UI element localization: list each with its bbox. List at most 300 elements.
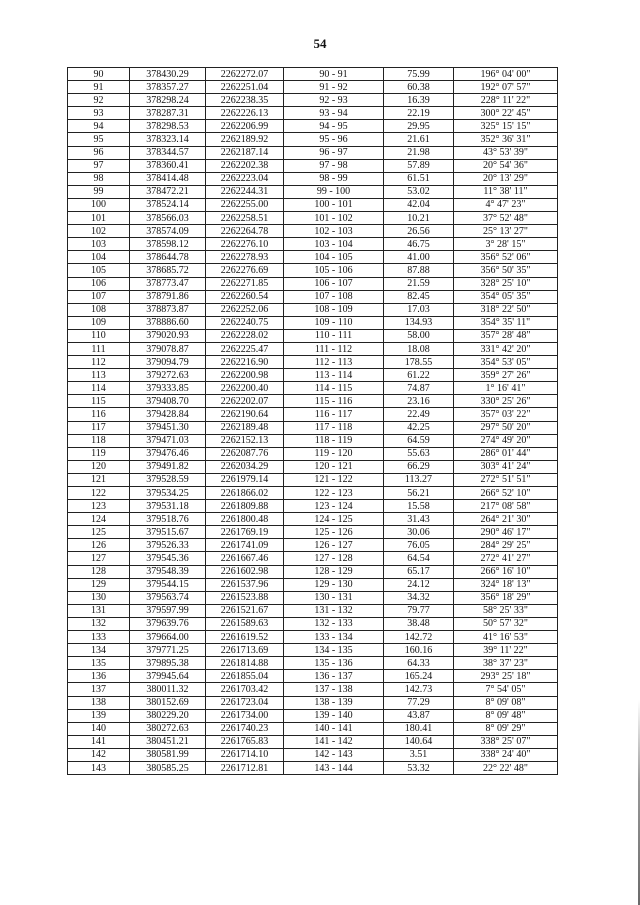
y-coordinate-cell: 2262278.93: [206, 251, 284, 264]
bearing-cell: 354° 35' 11": [454, 316, 558, 329]
point-cell: 97: [68, 159, 130, 172]
length-cell: 56.21: [384, 487, 454, 500]
point-cell: 116: [68, 408, 130, 421]
length-cell: 53.32: [384, 761, 454, 774]
y-coordinate-cell: 2262276.69: [206, 264, 284, 277]
bearing-cell: 297° 50' 20": [454, 421, 558, 434]
segment-cell: 135 - 136: [284, 657, 384, 670]
bearing-cell: 43° 53' 39": [454, 146, 558, 159]
bearing-cell: 274° 49' 20": [454, 434, 558, 447]
y-coordinate-cell: 2261521.67: [206, 604, 284, 617]
x-coordinate-cell: 380229.20: [130, 709, 206, 722]
point-cell: 102: [68, 225, 130, 238]
bearing-cell: 266° 16' 10": [454, 565, 558, 578]
x-coordinate-cell: 379491.82: [130, 460, 206, 473]
segment-cell: 122 - 123: [284, 487, 384, 500]
segment-cell: 125 - 126: [284, 526, 384, 539]
segment-cell: 102 - 103: [284, 225, 384, 238]
table-row: [68, 539, 558, 552]
bearing-cell: 293° 25' 18": [454, 670, 558, 683]
bearing-cell: 356° 52' 06": [454, 251, 558, 264]
length-cell: 65.17: [384, 565, 454, 578]
y-coordinate-cell: 2262272.07: [206, 68, 284, 81]
x-coordinate-cell: 380585.25: [130, 761, 206, 774]
coordinates-table: [67, 67, 558, 775]
x-coordinate-cell: 378298.24: [130, 94, 206, 107]
point-cell: 133: [68, 631, 130, 644]
point-cell: 92: [68, 94, 130, 107]
length-cell: 57.89: [384, 159, 454, 172]
segment-cell: 139 - 140: [284, 709, 384, 722]
y-coordinate-cell: 2261741.09: [206, 539, 284, 552]
length-cell: 21.61: [384, 133, 454, 146]
point-cell: 106: [68, 277, 130, 290]
length-cell: 79.77: [384, 604, 454, 617]
segment-cell: 123 - 124: [284, 500, 384, 513]
x-coordinate-cell: 380152.69: [130, 696, 206, 709]
length-cell: 17.03: [384, 303, 454, 316]
point-cell: 91: [68, 81, 130, 94]
x-coordinate-cell: 379518.76: [130, 513, 206, 526]
point-cell: 110: [68, 329, 130, 342]
bearing-cell: 300° 22' 45": [454, 107, 558, 120]
segment-cell: 108 - 109: [284, 303, 384, 316]
length-cell: 3.51: [384, 748, 454, 761]
table-row: [68, 460, 558, 473]
x-coordinate-cell: 378791.86: [130, 290, 206, 303]
point-cell: 114: [68, 382, 130, 395]
bearing-cell: 25° 13' 27": [454, 225, 558, 238]
table-row: [68, 591, 558, 604]
x-coordinate-cell: 378344.57: [130, 146, 206, 159]
length-cell: 30.06: [384, 526, 454, 539]
x-coordinate-cell: 379639.76: [130, 617, 206, 630]
bearing-cell: 217° 08' 58": [454, 500, 558, 513]
table-row: [68, 500, 558, 513]
length-cell: 22.19: [384, 107, 454, 120]
point-cell: 140: [68, 722, 130, 735]
point-cell: 100: [68, 198, 130, 211]
bearing-cell: 37° 52' 48": [454, 212, 558, 225]
y-coordinate-cell: 2262187.14: [206, 146, 284, 159]
segment-cell: 129 - 130: [284, 578, 384, 591]
y-coordinate-cell: 2262087.76: [206, 447, 284, 460]
point-cell: 115: [68, 395, 130, 408]
x-coordinate-cell: 378298.53: [130, 120, 206, 133]
y-coordinate-cell: 2261769.19: [206, 526, 284, 539]
x-coordinate-cell: 378566.03: [130, 212, 206, 225]
length-cell: 21.59: [384, 277, 454, 290]
segment-cell: 119 - 120: [284, 447, 384, 460]
length-cell: 42.04: [384, 198, 454, 211]
table-row: [68, 552, 558, 565]
segment-cell: 118 - 119: [284, 434, 384, 447]
segment-cell: 99 - 100: [284, 185, 384, 198]
table-row: [68, 683, 558, 696]
bearing-cell: 8° 09' 29": [454, 722, 558, 735]
segment-cell: 141 - 142: [284, 735, 384, 748]
length-cell: 160.16: [384, 644, 454, 657]
segment-cell: 106 - 107: [284, 277, 384, 290]
table-row: [68, 369, 558, 382]
table-row: [68, 94, 558, 107]
length-cell: 58.00: [384, 329, 454, 342]
y-coordinate-cell: 2262216.90: [206, 356, 284, 369]
bearing-cell: 20° 54' 36": [454, 159, 558, 172]
segment-cell: 132 - 133: [284, 617, 384, 630]
x-coordinate-cell: 378323.14: [130, 133, 206, 146]
x-coordinate-cell: 379515.67: [130, 526, 206, 539]
bearing-cell: 331° 42' 20": [454, 342, 558, 355]
point-cell: 142: [68, 748, 130, 761]
point-cell: 120: [68, 460, 130, 473]
point-cell: 128: [68, 565, 130, 578]
length-cell: 87.88: [384, 264, 454, 277]
bearing-cell: 303° 41' 24": [454, 460, 558, 473]
bearing-cell: 11° 38' 11": [454, 185, 558, 198]
y-coordinate-cell: 2262258.51: [206, 212, 284, 225]
segment-cell: 105 - 106: [284, 264, 384, 277]
segment-cell: 94 - 95: [284, 120, 384, 133]
point-cell: 129: [68, 578, 130, 591]
x-coordinate-cell: 379664.00: [130, 631, 206, 644]
x-coordinate-cell: 378414.48: [130, 172, 206, 185]
x-coordinate-cell: 380011.32: [130, 683, 206, 696]
y-coordinate-cell: 2261667.46: [206, 552, 284, 565]
length-cell: 41.00: [384, 251, 454, 264]
length-cell: 53.02: [384, 185, 454, 198]
length-cell: 64.59: [384, 434, 454, 447]
x-coordinate-cell: 379563.74: [130, 591, 206, 604]
length-cell: 21.98: [384, 146, 454, 159]
y-coordinate-cell: 2262226.13: [206, 107, 284, 120]
table-row: [68, 670, 558, 683]
x-coordinate-cell: 379020.93: [130, 329, 206, 342]
y-coordinate-cell: 2262200.40: [206, 382, 284, 395]
point-cell: 109: [68, 316, 130, 329]
table-row: [68, 578, 558, 591]
y-coordinate-cell: 2261734.00: [206, 709, 284, 722]
length-cell: 23.16: [384, 395, 454, 408]
x-coordinate-cell: 379531.18: [130, 500, 206, 513]
x-coordinate-cell: 378472.21: [130, 185, 206, 198]
bearing-cell: 356° 50' 35": [454, 264, 558, 277]
y-coordinate-cell: 2261979.14: [206, 473, 284, 486]
segment-cell: 143 - 144: [284, 761, 384, 774]
length-cell: 74.87: [384, 382, 454, 395]
point-cell: 98: [68, 172, 130, 185]
point-cell: 112: [68, 356, 130, 369]
table-row: [68, 657, 558, 670]
segment-cell: 110 - 111: [284, 329, 384, 342]
length-cell: 142.73: [384, 683, 454, 696]
y-coordinate-cell: 2262238.35: [206, 94, 284, 107]
bearing-cell: 1° 16' 41": [454, 382, 558, 395]
table-row: [68, 185, 558, 198]
y-coordinate-cell: 2261602.98: [206, 565, 284, 578]
point-cell: 119: [68, 447, 130, 460]
y-coordinate-cell: 2262228.02: [206, 329, 284, 342]
y-coordinate-cell: 2261723.04: [206, 696, 284, 709]
x-coordinate-cell: 378598.12: [130, 238, 206, 251]
bearing-cell: 192° 07' 57": [454, 81, 558, 94]
table-row: [68, 526, 558, 539]
y-coordinate-cell: 2261809.88: [206, 500, 284, 513]
bearing-cell: 286° 01' 44": [454, 447, 558, 460]
y-coordinate-cell: 2261740.23: [206, 722, 284, 735]
x-coordinate-cell: 378644.78: [130, 251, 206, 264]
x-coordinate-cell: 379078.87: [130, 342, 206, 355]
segment-cell: 127 - 128: [284, 552, 384, 565]
x-coordinate-cell: 378873.87: [130, 303, 206, 316]
length-cell: 76.05: [384, 539, 454, 552]
length-cell: 31.43: [384, 513, 454, 526]
bearing-cell: 325° 15' 15": [454, 120, 558, 133]
y-coordinate-cell: 2262240.75: [206, 316, 284, 329]
table-row: [68, 617, 558, 630]
point-cell: 132: [68, 617, 130, 630]
table-row: [68, 238, 558, 251]
table-row: [68, 212, 558, 225]
segment-cell: 137 - 138: [284, 683, 384, 696]
table-row: [68, 761, 558, 774]
bearing-cell: 338° 25' 07": [454, 735, 558, 748]
y-coordinate-cell: 2262202.07: [206, 395, 284, 408]
y-coordinate-cell: 2261619.52: [206, 631, 284, 644]
table-row: [68, 709, 558, 722]
table-row: [68, 735, 558, 748]
page-number: 54: [313, 36, 327, 51]
x-coordinate-cell: 380581.99: [130, 748, 206, 761]
point-cell: 96: [68, 146, 130, 159]
y-coordinate-cell: 2262200.98: [206, 369, 284, 382]
table-row: [68, 277, 558, 290]
bearing-cell: 58° 25' 33": [454, 604, 558, 617]
x-coordinate-cell: 378886.60: [130, 316, 206, 329]
table-row: [68, 68, 558, 81]
point-cell: 135: [68, 657, 130, 670]
bearing-cell: 330° 25' 26": [454, 395, 558, 408]
segment-cell: 113 - 114: [284, 369, 384, 382]
y-coordinate-cell: 2261866.02: [206, 487, 284, 500]
y-coordinate-cell: 2262225.47: [206, 342, 284, 355]
x-coordinate-cell: 379471.03: [130, 434, 206, 447]
segment-cell: 98 - 99: [284, 172, 384, 185]
segment-cell: 114 - 115: [284, 382, 384, 395]
length-cell: 66.29: [384, 460, 454, 473]
y-coordinate-cell: 2262244.31: [206, 185, 284, 198]
bearing-cell: 264° 21' 30": [454, 513, 558, 526]
table-row: [68, 120, 558, 133]
length-cell: 29.95: [384, 120, 454, 133]
y-coordinate-cell: 2262260.54: [206, 290, 284, 303]
segment-cell: 130 - 131: [284, 591, 384, 604]
x-coordinate-cell: 378287.31: [130, 107, 206, 120]
x-coordinate-cell: 379771.25: [130, 644, 206, 657]
y-coordinate-cell: 2262255.00: [206, 198, 284, 211]
point-cell: 122: [68, 487, 130, 500]
table-row: [68, 447, 558, 460]
bearing-cell: 228° 11' 22": [454, 94, 558, 107]
segment-cell: 104 - 105: [284, 251, 384, 264]
table-row: [68, 434, 558, 447]
x-coordinate-cell: 380272.63: [130, 722, 206, 735]
bearing-cell: 357° 28' 48": [454, 329, 558, 342]
length-cell: 75.99: [384, 68, 454, 81]
length-cell: 34.32: [384, 591, 454, 604]
x-coordinate-cell: 378360.41: [130, 159, 206, 172]
length-cell: 22.49: [384, 408, 454, 421]
bearing-cell: 359° 27' 26": [454, 369, 558, 382]
segment-cell: 103 - 104: [284, 238, 384, 251]
bearing-cell: 20° 13' 29": [454, 172, 558, 185]
length-cell: 61.22: [384, 369, 454, 382]
segment-cell: 101 - 102: [284, 212, 384, 225]
y-coordinate-cell: 2261814.88: [206, 657, 284, 670]
length-cell: 140.64: [384, 735, 454, 748]
y-coordinate-cell: 2262189.92: [206, 133, 284, 146]
y-coordinate-cell: 2261765.83: [206, 735, 284, 748]
point-cell: 113: [68, 369, 130, 382]
point-cell: 118: [68, 434, 130, 447]
point-cell: 131: [68, 604, 130, 617]
length-cell: 64.54: [384, 552, 454, 565]
x-coordinate-cell: 379895.38: [130, 657, 206, 670]
point-cell: 130: [68, 591, 130, 604]
table-row: [68, 748, 558, 761]
y-coordinate-cell: 2261712.81: [206, 761, 284, 774]
table-row: [68, 356, 558, 369]
table-row: [68, 225, 558, 238]
table-row: [68, 696, 558, 709]
segment-cell: 90 - 91: [284, 68, 384, 81]
segment-cell: 136 - 137: [284, 670, 384, 683]
point-cell: 93: [68, 107, 130, 120]
x-coordinate-cell: 379534.25: [130, 487, 206, 500]
length-cell: 61.51: [384, 172, 454, 185]
length-cell: 38.48: [384, 617, 454, 630]
table-row: [68, 722, 558, 735]
table-row: [68, 290, 558, 303]
segment-cell: 111 - 112: [284, 342, 384, 355]
length-cell: 55.63: [384, 447, 454, 460]
table-row: [68, 565, 558, 578]
point-cell: 137: [68, 683, 130, 696]
length-cell: 42.25: [384, 421, 454, 434]
x-coordinate-cell: 379451.30: [130, 421, 206, 434]
point-cell: 101: [68, 212, 130, 225]
segment-cell: 131 - 132: [284, 604, 384, 617]
segment-cell: 93 - 94: [284, 107, 384, 120]
y-coordinate-cell: 2262034.29: [206, 460, 284, 473]
point-cell: 111: [68, 342, 130, 355]
segment-cell: 115 - 116: [284, 395, 384, 408]
bearing-cell: 4° 47' 23": [454, 198, 558, 211]
length-cell: 178.55: [384, 356, 454, 369]
segment-cell: 128 - 129: [284, 565, 384, 578]
length-cell: 180.41: [384, 722, 454, 735]
segment-cell: 126 - 127: [284, 539, 384, 552]
bearing-cell: 266° 52' 10": [454, 487, 558, 500]
bearing-cell: 38° 37' 23": [454, 657, 558, 670]
table-row: [68, 303, 558, 316]
bearing-cell: 272° 41' 27": [454, 552, 558, 565]
x-coordinate-cell: 378574.09: [130, 225, 206, 238]
table-row: [68, 264, 558, 277]
point-cell: 108: [68, 303, 130, 316]
point-cell: 90: [68, 68, 130, 81]
length-cell: 18.08: [384, 342, 454, 355]
y-coordinate-cell: 2261523.88: [206, 591, 284, 604]
point-cell: 104: [68, 251, 130, 264]
x-coordinate-cell: 379272.63: [130, 369, 206, 382]
bearing-cell: 50° 57' 32": [454, 617, 558, 630]
point-cell: 123: [68, 500, 130, 513]
bearing-cell: 338° 24' 40": [454, 748, 558, 761]
y-coordinate-cell: 2261703.42: [206, 683, 284, 696]
segment-cell: 109 - 110: [284, 316, 384, 329]
x-coordinate-cell: 379526.33: [130, 539, 206, 552]
y-coordinate-cell: 2262276.10: [206, 238, 284, 251]
length-cell: 46.75: [384, 238, 454, 251]
length-cell: 16.39: [384, 94, 454, 107]
x-coordinate-cell: 379528.59: [130, 473, 206, 486]
bearing-cell: 41° 16' 53": [454, 631, 558, 644]
x-coordinate-cell: 379408.70: [130, 395, 206, 408]
y-coordinate-cell: 2261714.10: [206, 748, 284, 761]
segment-cell: 100 - 101: [284, 198, 384, 211]
table-row: [68, 316, 558, 329]
bearing-cell: 8° 09' 08": [454, 696, 558, 709]
table-row: [68, 198, 558, 211]
bearing-cell: 354° 05' 35": [454, 290, 558, 303]
point-cell: 143: [68, 761, 130, 774]
point-cell: 139: [68, 709, 130, 722]
y-coordinate-cell: 2261537.96: [206, 578, 284, 591]
table-row: [68, 513, 558, 526]
x-coordinate-cell: 379544.15: [130, 578, 206, 591]
x-coordinate-cell: 378357.27: [130, 81, 206, 94]
x-coordinate-cell: 379333.85: [130, 382, 206, 395]
table-row: [68, 251, 558, 264]
segment-cell: 138 - 139: [284, 696, 384, 709]
length-cell: 26.56: [384, 225, 454, 238]
point-cell: 127: [68, 552, 130, 565]
bearing-cell: 284° 29' 25": [454, 539, 558, 552]
point-cell: 141: [68, 735, 130, 748]
length-cell: 43.87: [384, 709, 454, 722]
x-coordinate-cell: 379428.84: [130, 408, 206, 421]
point-cell: 94: [68, 120, 130, 133]
point-cell: 124: [68, 513, 130, 526]
y-coordinate-cell: 2262152.13: [206, 434, 284, 447]
point-cell: 117: [68, 421, 130, 434]
segment-cell: 120 - 121: [284, 460, 384, 473]
segment-cell: 140 - 141: [284, 722, 384, 735]
table-row: [68, 81, 558, 94]
length-cell: 60.38: [384, 81, 454, 94]
length-cell: 15.58: [384, 500, 454, 513]
y-coordinate-cell: 2262223.04: [206, 172, 284, 185]
point-cell: 134: [68, 644, 130, 657]
table-row: [68, 487, 558, 500]
table-row: [68, 421, 558, 434]
bearing-cell: 8° 09' 48": [454, 709, 558, 722]
bearing-cell: 318° 22' 50": [454, 303, 558, 316]
table-row: [68, 644, 558, 657]
point-cell: 121: [68, 473, 130, 486]
segment-cell: 112 - 113: [284, 356, 384, 369]
